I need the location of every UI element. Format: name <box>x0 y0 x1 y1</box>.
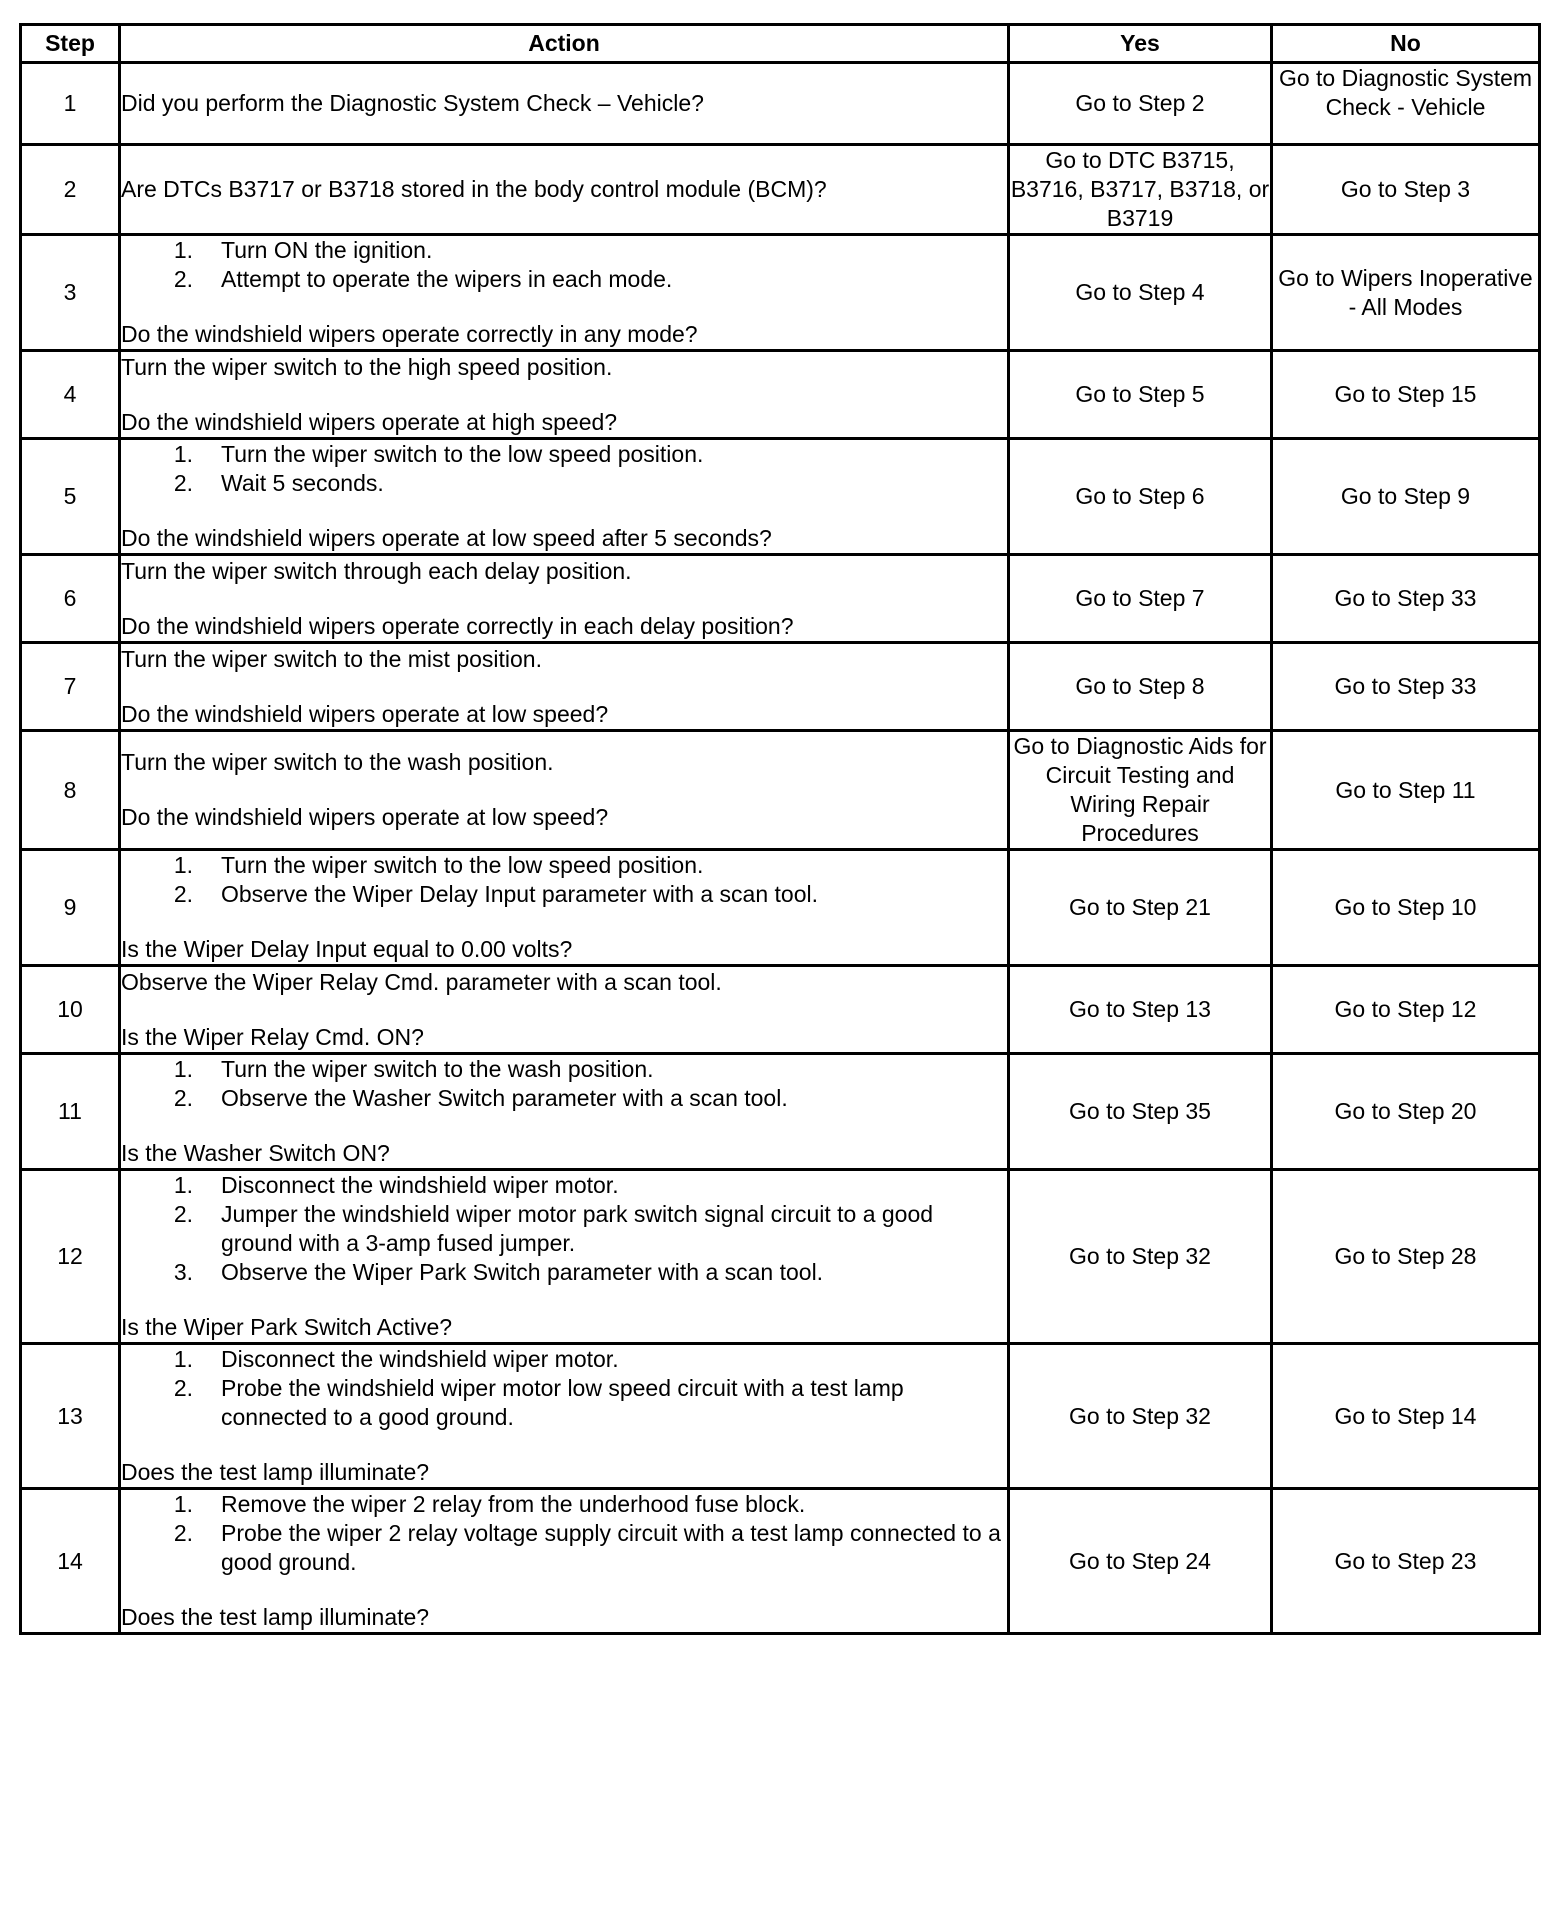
step-number: 6 <box>21 555 120 643</box>
list-item-number: 2. <box>173 1375 193 1401</box>
list-item <box>121 1084 1007 1113</box>
list-item-number: 3. <box>173 1259 193 1285</box>
table-row <box>21 643 1540 731</box>
yes-cell: Go to Step 5 <box>1009 351 1272 439</box>
table-row <box>21 1170 1540 1344</box>
yes-cell: Go to Step 32 <box>1009 1344 1272 1489</box>
list-item <box>121 851 1007 880</box>
procedure-list <box>121 236 1007 294</box>
header-no: No <box>1272 25 1540 63</box>
list-item-number: 1. <box>173 852 193 878</box>
action-question: Do the windshield wipers operate correctly in any mode? <box>121 321 698 347</box>
yes-cell: Go to Diagnostic Aids for Circuit Testing and Wiring Repair Procedures <box>1009 731 1272 850</box>
step-number: 3 <box>21 235 120 351</box>
action-cell <box>120 555 1009 643</box>
list-item <box>121 236 1007 265</box>
procedure-list <box>121 1055 1007 1113</box>
yes-cell: Go to Step 32 <box>1009 1170 1272 1344</box>
yes-cell: Go to Step 7 <box>1009 555 1272 643</box>
action-cell <box>120 966 1009 1054</box>
action-question: Is the Wiper Delay Input equal to 0.00 volts? <box>121 936 573 962</box>
list-item-text: Disconnect the windshield wiper motor. <box>221 1172 619 1198</box>
step-number: 5 <box>21 439 120 555</box>
list-item <box>121 1374 1007 1432</box>
no-cell: Go to Step 3 <box>1272 145 1540 235</box>
header-step: Step <box>21 25 120 63</box>
action-cell <box>120 145 1009 235</box>
no-cell: Go to Step 33 <box>1272 555 1540 643</box>
yes-cell: Go to Step 13 <box>1009 966 1272 1054</box>
step-number: 12 <box>21 1170 120 1344</box>
action-cell <box>120 439 1009 555</box>
action-question: Do the windshield wipers operate at high speed? <box>121 408 618 435</box>
list-item-number: 1. <box>173 1346 193 1372</box>
list-item-text: Turn the wiper switch to the low speed position. <box>221 441 704 467</box>
list-item-text: Observe the Wiper Park Switch parameter with a scan tool. <box>221 1259 824 1285</box>
no-cell: Go to Step 15 <box>1272 351 1540 439</box>
action-text: Turn the wiper switch to the mist position. <box>121 645 542 672</box>
action-text: Turn the wiper switch to the high speed position. <box>121 353 613 380</box>
no-cell: Go to Step 9 <box>1272 439 1540 555</box>
action-question: Does the test lamp illuminate? <box>121 1604 430 1630</box>
step-number: 9 <box>21 850 120 966</box>
action-text: Did you perform the Diagnostic System Check – Vehicle? <box>121 90 704 116</box>
list-item-number: 2. <box>173 1085 193 1111</box>
action-question: Do the windshield wipers operate correctly in each delay position? <box>121 612 794 639</box>
action-cell <box>120 1170 1009 1344</box>
yes-cell: Go to Step 2 <box>1009 63 1272 145</box>
list-item <box>121 1258 1007 1287</box>
action-text: Observe the Wiper Relay Cmd. parameter with a scan tool. <box>121 968 722 995</box>
list-item <box>121 1055 1007 1084</box>
list-item-text: Wait 5 seconds. <box>221 470 384 496</box>
table-row <box>21 555 1540 643</box>
step-number: 11 <box>21 1054 120 1170</box>
list-item-text: Turn ON the ignition. <box>221 237 433 263</box>
table-row <box>21 351 1540 439</box>
yes-cell: Go to Step 24 <box>1009 1489 1272 1634</box>
no-cell: Go to Step 20 <box>1272 1054 1540 1170</box>
table-row <box>21 439 1540 555</box>
list-item-number: 1. <box>173 1491 193 1517</box>
action-question: Is the Wiper Relay Cmd. ON? <box>121 1023 424 1050</box>
action-cell <box>120 850 1009 966</box>
list-item <box>121 469 1007 498</box>
list-item <box>121 1200 1007 1258</box>
list-item-number: 2. <box>173 470 193 496</box>
action-text: Turn the wiper switch through each delay position. <box>121 557 632 584</box>
yes-cell: Go to Step 35 <box>1009 1054 1272 1170</box>
header-row <box>21 25 1540 63</box>
yes-cell: Go to Step 8 <box>1009 643 1272 731</box>
header-yes: Yes <box>1009 25 1272 63</box>
table-row <box>21 966 1540 1054</box>
no-cell: Go to Wipers Inoperative - All Modes <box>1272 235 1540 351</box>
list-item <box>121 880 1007 909</box>
list-item-text: Disconnect the windshield wiper motor. <box>221 1346 619 1372</box>
list-item-number: 1. <box>173 237 193 263</box>
step-number: 4 <box>21 351 120 439</box>
list-item-number: 1. <box>173 441 193 467</box>
no-cell: Go to Step 11 <box>1272 731 1540 850</box>
header-action: Action <box>120 25 1009 63</box>
no-cell: Go to Step 33 <box>1272 643 1540 731</box>
yes-cell: Go to Step 6 <box>1009 439 1272 555</box>
table-row <box>21 145 1540 235</box>
table-row <box>21 63 1540 145</box>
table-row <box>21 850 1540 966</box>
procedure-list <box>121 1171 1007 1287</box>
list-item-text: Turn the wiper switch to the low speed position. <box>221 852 704 878</box>
no-cell: Go to Step 14 <box>1272 1344 1540 1489</box>
action-text: Are DTCs B3717 or B3718 stored in the body control module (BCM)? <box>121 176 827 202</box>
list-item-text: Probe the wiper 2 relay voltage supply circuit with a test lamp connected to a good ground. <box>221 1520 1001 1575</box>
list-item <box>121 265 1007 294</box>
yes-cell: Go to Step 4 <box>1009 235 1272 351</box>
list-item-text: Observe the Wiper Delay Input parameter with a scan tool. <box>221 881 819 907</box>
list-item-number: 2. <box>173 1520 193 1546</box>
procedure-list <box>121 1345 1007 1432</box>
yes-cell: Go to DTC B3715, B3716, B3717, B3718, or B3719 <box>1009 145 1272 235</box>
list-item-number: 1. <box>173 1172 193 1198</box>
action-cell <box>120 235 1009 351</box>
action-question: Do the windshield wipers operate at low speed after 5 seconds? <box>121 525 772 551</box>
step-number: 1 <box>21 63 120 145</box>
procedure-list <box>121 440 1007 498</box>
list-item-number: 2. <box>173 1201 193 1227</box>
step-number: 10 <box>21 966 120 1054</box>
step-number: 8 <box>21 731 120 850</box>
action-question: Is the Washer Switch ON? <box>121 1140 390 1166</box>
action-question: Do the windshield wipers operate at low speed? <box>121 700 609 727</box>
list-item-text: Remove the wiper 2 relay from the underhood fuse block. <box>221 1491 806 1517</box>
list-item <box>121 440 1007 469</box>
list-item <box>121 1171 1007 1200</box>
table-row <box>21 731 1540 850</box>
table-row <box>21 1489 1540 1634</box>
action-cell <box>120 351 1009 439</box>
action-cell <box>120 63 1009 145</box>
list-item-text: Turn the wiper switch to the wash position. <box>221 1056 654 1082</box>
action-cell <box>120 731 1009 850</box>
list-item-number: 1. <box>173 1056 193 1082</box>
diagnostic-table <box>19 23 1541 1635</box>
list-item <box>121 1490 1007 1519</box>
no-cell: Go to Diagnostic System Check - Vehicle <box>1272 63 1540 145</box>
action-question: Is the Wiper Park Switch Active? <box>121 1314 453 1340</box>
procedure-list <box>121 851 1007 909</box>
list-item-text: Probe the windshield wiper motor low speed circuit with a test lamp connected to a good ground. <box>221 1375 904 1430</box>
no-cell: Go to Step 12 <box>1272 966 1540 1054</box>
step-number: 7 <box>21 643 120 731</box>
action-cell <box>120 1054 1009 1170</box>
action-question: Do the windshield wipers operate at low speed? <box>121 804 609 830</box>
list-item-number: 2. <box>173 881 193 907</box>
action-cell <box>120 1344 1009 1489</box>
yes-cell: Go to Step 21 <box>1009 850 1272 966</box>
no-cell: Go to Step 23 <box>1272 1489 1540 1634</box>
step-number: 2 <box>21 145 120 235</box>
table-row <box>21 235 1540 351</box>
list-item-text: Jumper the windshield wiper motor park switch signal circuit to a good ground with a 3-amp fused jumper. <box>221 1201 934 1256</box>
step-number: 13 <box>21 1344 120 1489</box>
action-text: Turn the wiper switch to the wash position. <box>121 749 554 775</box>
list-item-number: 2. <box>173 266 193 292</box>
list-item <box>121 1345 1007 1374</box>
list-item-text: Observe the Washer Switch parameter with a scan tool. <box>221 1085 788 1111</box>
procedure-list <box>121 1490 1007 1577</box>
action-question: Does the test lamp illuminate? <box>121 1459 430 1485</box>
action-cell <box>120 643 1009 731</box>
step-number: 14 <box>21 1489 120 1634</box>
list-item-text: Attempt to operate the wipers in each mode. <box>221 266 673 292</box>
table-row <box>21 1344 1540 1489</box>
table-row <box>21 1054 1540 1170</box>
action-cell <box>120 1489 1009 1634</box>
no-cell: Go to Step 28 <box>1272 1170 1540 1344</box>
list-item <box>121 1519 1007 1577</box>
no-cell: Go to Step 10 <box>1272 850 1540 966</box>
